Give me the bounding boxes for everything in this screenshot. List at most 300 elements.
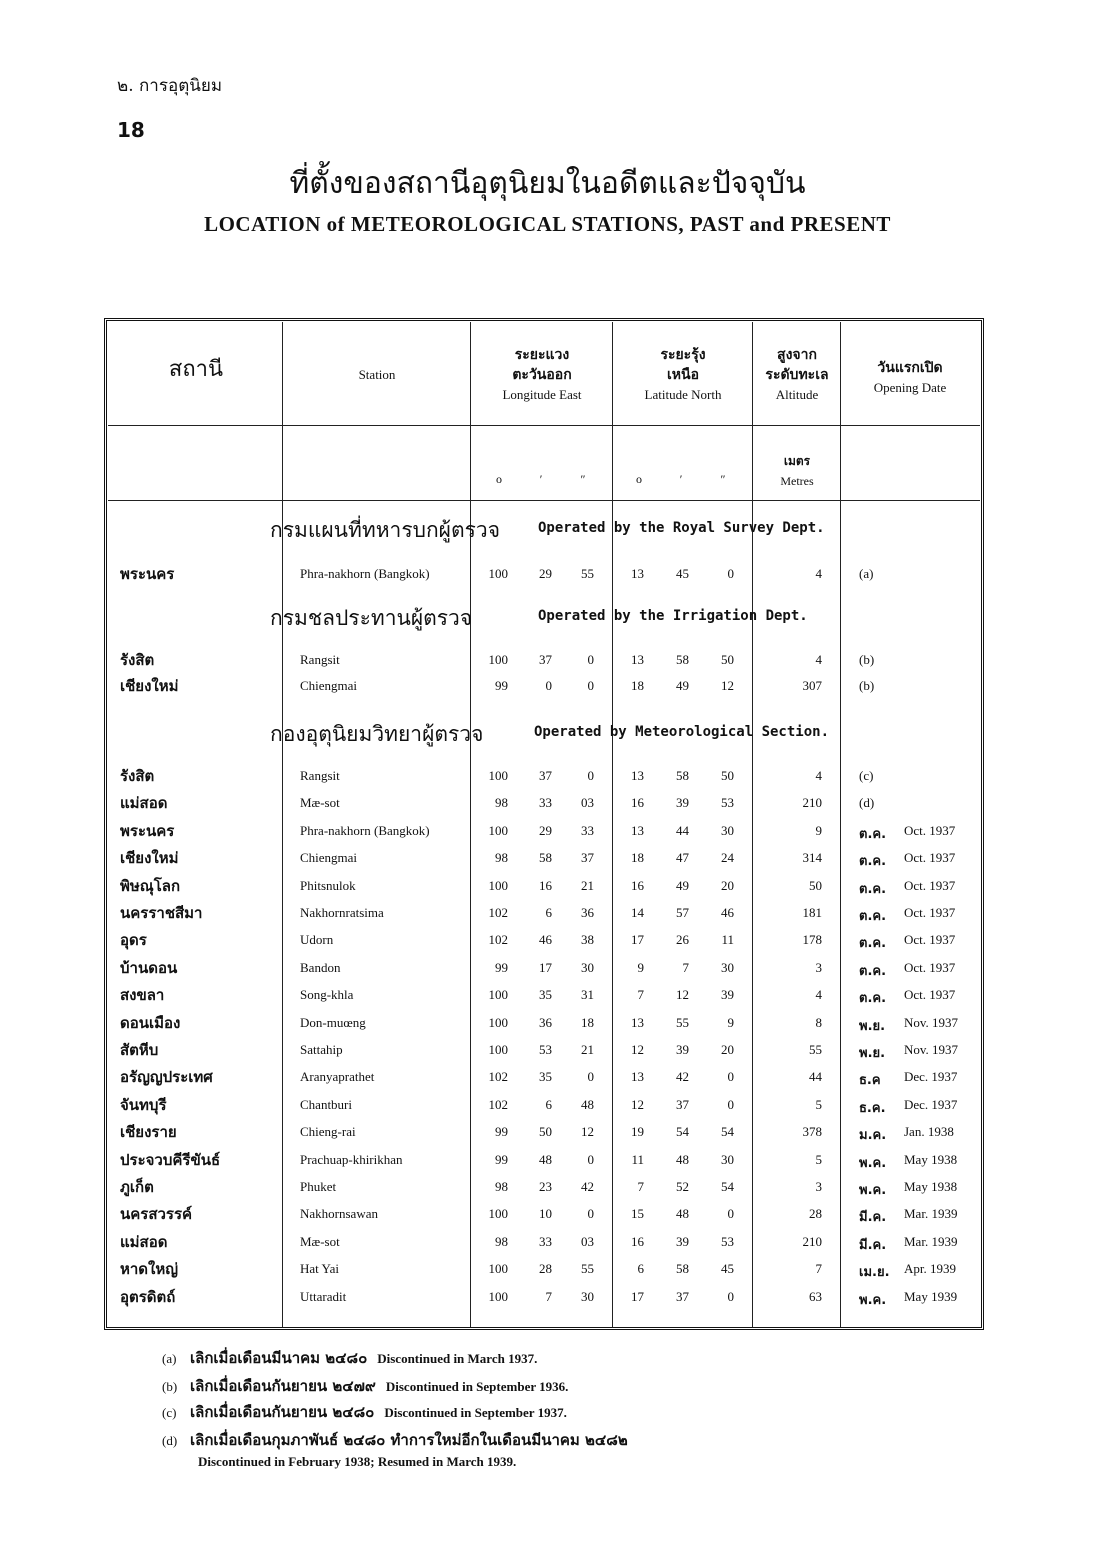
lon-sec: 48 (581, 1096, 594, 1112)
altitude: 181 (802, 905, 822, 920)
station-name: Chiengmai (300, 850, 358, 866)
altitude: 28 (809, 1206, 822, 1222)
lat-min: 49 (676, 877, 689, 893)
lon-deg: 102 (488, 1069, 508, 1085)
table-row (108, 764, 980, 790)
lon-sec: 0 (587, 768, 594, 783)
station-name: Aranyaprathet (300, 1069, 375, 1085)
station-name: Rangsit (300, 652, 340, 667)
lon-min: 50 (539, 1124, 552, 1140)
unit-metres-thai: เมตร (783, 454, 811, 468)
station-thai: จันทบุรี (120, 1095, 167, 1114)
station-thai: แม่สอด (120, 794, 168, 813)
lon-min: 29 (539, 566, 552, 581)
lat-deg: 12 (631, 1042, 644, 1057)
lat-sec: 54 (721, 1124, 734, 1140)
lat-deg: 16 (631, 1233, 644, 1249)
lon-deg: 100 (488, 566, 508, 581)
lon-deg: 102 (488, 932, 508, 948)
opening-month-thai: ต.ค. (859, 881, 887, 897)
lat-sec: 45 (721, 1261, 734, 1277)
table-row (108, 1285, 980, 1311)
opening-month-thai: ต.ค. (859, 909, 887, 924)
lat-sec: 24 (721, 850, 734, 866)
opening-date: Dec. 1937 (904, 1096, 958, 1112)
table-row (108, 1175, 980, 1201)
station-name: Chiengmai (300, 678, 358, 693)
lat-sec: 39 (721, 987, 734, 1003)
opening-date: May 1938 (904, 1151, 958, 1167)
station-name: Phitsnulok (300, 877, 356, 893)
lat-min: 7 (682, 959, 689, 975)
station-thai: นครสวรรค์ (120, 1205, 193, 1224)
lon-sec: 33 (581, 822, 594, 838)
lat-deg: 6 (637, 1261, 644, 1277)
altitude: 44 (809, 1069, 822, 1085)
table-row (108, 1257, 980, 1283)
unit-lon-deg: o (496, 472, 502, 486)
station-name: Uttaradit (300, 1288, 347, 1304)
lon-deg: 99 (495, 1151, 508, 1167)
lon-deg: 100 (488, 987, 508, 1003)
unit-lat-sec: ″ (720, 472, 726, 486)
station-name: Chieng-rai (300, 1124, 356, 1140)
table-row (108, 874, 980, 900)
table-row (108, 1093, 980, 1119)
lat-sec: 9 (727, 1014, 734, 1030)
opening-month-thai: ธ.ค (859, 1073, 881, 1089)
altitude: 50 (809, 877, 822, 893)
opening-month-thai: เม.ย. (859, 1265, 890, 1281)
lat-deg: 19 (631, 1124, 644, 1140)
station-name: Chantburi (300, 1096, 352, 1112)
station-name: Hat Yai (300, 1261, 340, 1277)
footnote-thai: เลิกเมื่อเดือนกุมภาพันธ์ ๒๔๘๐ ทำการใหม่อีกในเดือนมีนาคม ๒๔๘๒ (190, 1431, 628, 1449)
longitude-en-heading: Longitude East (502, 387, 582, 402)
lon-sec: 03 (581, 795, 594, 811)
lon-min: 35 (539, 987, 552, 1003)
lon-deg: 98 (495, 1179, 508, 1194)
lat-min: 12 (676, 987, 689, 1003)
lon-sec: 55 (581, 1261, 594, 1277)
lat-deg: 14 (631, 905, 644, 920)
lon-min: 7 (545, 1288, 552, 1304)
altitude: 3 (815, 1179, 822, 1194)
lat-sec: 12 (721, 678, 734, 693)
lon-sec: 31 (581, 987, 594, 1003)
station-thai: หาดใหญ่ (120, 1260, 179, 1279)
station-thai: แม่สอด (120, 1232, 168, 1251)
section-heading-english: Operated by the Royal Survey Dept. (538, 520, 825, 536)
lat-sec: 50 (721, 652, 734, 667)
station-en-heading: Station (358, 367, 396, 382)
lon-min: 23 (539, 1179, 552, 1194)
station-thai: รังสิต (120, 767, 155, 785)
lat-deg: 9 (637, 959, 644, 975)
station-name: Phra-nakhorn (Bangkok) (300, 566, 430, 581)
altitude: 3 (815, 959, 822, 975)
unit-metres: Metres (780, 474, 814, 488)
station-name: Prachuap-khirikhan (300, 1151, 403, 1167)
altitude: 7 (815, 1261, 822, 1277)
altitude-th-line1: สูงจาก (777, 347, 817, 363)
lon-deg: 102 (488, 905, 508, 920)
lat-deg: 13 (631, 1014, 644, 1030)
lat-deg: 18 (631, 850, 644, 866)
table-row (108, 791, 980, 817)
section-meteorological (270, 718, 970, 758)
lat-min: 54 (676, 1124, 689, 1140)
opening-month-thai: พ.ย. (859, 1018, 886, 1034)
opening-date: Dec. 1937 (904, 1069, 958, 1085)
lon-sec: 36 (581, 905, 594, 920)
lon-sec: 37 (581, 850, 594, 866)
station-name: Phra-nakhorn (Bangkok) (300, 822, 430, 838)
lat-min: 26 (676, 932, 689, 948)
lat-deg: 18 (631, 678, 644, 693)
footnote-b (162, 1374, 568, 1398)
altitude: 4 (815, 652, 822, 667)
lon-sec: 42 (581, 1179, 594, 1194)
station-name: Sattahip (300, 1042, 343, 1057)
footnote-ref: (d) (859, 795, 875, 811)
lat-min: 58 (676, 768, 689, 783)
lon-sec: 18 (581, 1014, 594, 1030)
lon-deg: 100 (488, 1014, 508, 1030)
opening-date: Oct. 1937 (904, 932, 956, 948)
footnote-ref: (b) (859, 652, 875, 667)
lat-deg: 13 (631, 768, 644, 783)
station-name: Song-khla (300, 987, 354, 1003)
lat-deg: 13 (631, 1069, 644, 1085)
col-altitude (754, 345, 840, 405)
section-heading-thai: กรมชลประทานผู้ตรวจ (270, 606, 473, 630)
lon-min: 6 (545, 1096, 552, 1112)
lat-min: 58 (676, 1261, 689, 1277)
lat-sec: 50 (721, 768, 734, 783)
col-station-thai (110, 357, 282, 382)
lat-sec: 0 (727, 1069, 734, 1085)
lon-deg: 100 (488, 1261, 508, 1277)
table-row (108, 1148, 980, 1174)
opening-date: Oct. 1937 (904, 905, 956, 920)
lat-min: 48 (676, 1206, 689, 1222)
opening-month-thai: พ.ค. (859, 1183, 887, 1198)
lon-deg: 102 (488, 1096, 508, 1112)
header-rule (108, 425, 980, 426)
station-name: Bandon (300, 959, 341, 975)
altitude: 307 (802, 678, 822, 693)
lon-sec: 21 (581, 877, 594, 893)
station-thai: พระนคร (120, 565, 175, 583)
lat-sec: 0 (727, 1206, 734, 1222)
footnote-d (162, 1428, 638, 1452)
table-row (108, 674, 980, 700)
lat-min: 52 (676, 1179, 689, 1194)
altitude: 5 (815, 1151, 822, 1167)
table-row (108, 1065, 980, 1091)
altitude: 63 (809, 1288, 822, 1304)
footnote-label: (a) (162, 1351, 177, 1366)
altitude: 5 (815, 1096, 822, 1112)
lon-sec: 0 (587, 1151, 594, 1167)
lat-deg: 11 (631, 1151, 644, 1167)
lon-deg: 100 (488, 877, 508, 893)
lon-deg: 98 (495, 1233, 508, 1249)
station-thai: สัตหีบ (120, 1041, 159, 1059)
table-row (108, 1038, 980, 1064)
lat-sec: 0 (727, 1096, 734, 1112)
col-station (284, 365, 470, 385)
section-heading-thai: กองอุตุนิยมวิทยาผู้ตรวจ (270, 722, 484, 746)
longitude-th-line2: ตะวันออก (512, 367, 572, 383)
station-th-heading: สถานี (168, 357, 224, 382)
lat-sec: 54 (721, 1179, 734, 1194)
opening-date: Oct. 1937 (904, 822, 956, 838)
unit-lon-sec: ″ (580, 472, 586, 486)
lat-min: 45 (676, 566, 689, 581)
station-name: Phuket (300, 1179, 337, 1194)
lat-deg: 16 (631, 877, 644, 893)
altitude: 210 (802, 1233, 822, 1249)
footnote-a (162, 1346, 537, 1370)
opening-month-thai: พ.ย. (859, 1046, 886, 1061)
station-thai: อุดร (120, 931, 147, 950)
opening-date: Jan. 1938 (904, 1124, 954, 1140)
lat-min: 44 (676, 822, 689, 838)
station-thai: ดอนเมือง (120, 1013, 181, 1032)
lat-sec: 20 (721, 877, 734, 893)
station-thai: รังสิต (120, 651, 155, 669)
table-row (108, 1011, 980, 1037)
lon-min: 28 (539, 1261, 552, 1277)
unit-lon-min: ′ (539, 472, 543, 486)
page-title-thai: ที่ตั้งของสถานีอุตุนิยมในอดีตและปัจจุบัน (289, 166, 806, 201)
lat-deg: 13 (631, 652, 644, 667)
opening-month-thai: ต.ค. (859, 991, 887, 1007)
lat-deg: 13 (631, 566, 644, 581)
footnote-ref: (b) (859, 678, 875, 693)
section-heading-thai: กรมแผนที่ทหารบกผู้ตรวจ (270, 518, 500, 542)
lon-min: 46 (539, 932, 552, 948)
latitude-en-heading: Latitude North (644, 387, 722, 402)
unit-lat-min: ′ (679, 472, 683, 486)
footnote-label: (c) (162, 1405, 177, 1420)
altitude-en-heading: Altitude (775, 387, 819, 402)
opening-date: Mar. 1939 (904, 1233, 958, 1249)
lat-deg: 17 (631, 932, 644, 948)
lat-sec: 30 (721, 959, 734, 975)
lon-deg: 99 (495, 678, 508, 693)
lon-min: 37 (539, 652, 552, 667)
altitude: 210 (802, 795, 822, 811)
table-row (108, 562, 980, 588)
altitude: 178 (802, 932, 822, 948)
footnote-ref: (c) (859, 768, 874, 783)
opening-month-thai: พ.ค. (859, 1292, 887, 1308)
lon-min: 16 (539, 877, 552, 893)
lat-deg: 15 (631, 1206, 644, 1222)
opening-th-heading: วันแรกเปิด (877, 360, 943, 376)
lon-deg: 98 (495, 850, 508, 866)
lon-sec: 0 (587, 1206, 594, 1222)
lon-min: 29 (539, 822, 552, 838)
lon-sec: 0 (587, 652, 594, 667)
lon-min: 37 (539, 768, 552, 783)
lat-min: 48 (676, 1151, 689, 1167)
footnote-english: Discontinued in February 1938; Resumed in March 1939. (198, 1454, 517, 1469)
opening-month-thai: ธ.ค. (859, 1100, 886, 1116)
station-name: Udorn (300, 932, 334, 948)
station-name: Nakhornratsima (300, 905, 384, 920)
lon-sec: 30 (581, 1288, 594, 1304)
opening-date: Apr. 1939 (904, 1261, 956, 1277)
section-royal-survey (270, 514, 970, 554)
lon-min: 0 (545, 678, 552, 693)
station-thai: สงขลา (120, 986, 165, 1005)
opening-en-heading: Opening Date (873, 380, 947, 395)
table-row (108, 648, 980, 674)
col-longitude (472, 345, 612, 405)
table-row (108, 819, 980, 845)
lon-deg: 100 (488, 1288, 508, 1304)
station-thai: ประจวบคีรีขันธ์ (120, 1150, 221, 1169)
opening-month-thai: มี.ค. (859, 1237, 887, 1253)
lat-sec: 0 (727, 566, 734, 581)
altitude: 8 (815, 1014, 822, 1030)
opening-date: Oct. 1937 (904, 850, 956, 866)
lat-deg: 13 (631, 822, 644, 838)
lat-sec: 46 (721, 905, 734, 920)
lat-deg: 7 (637, 1179, 644, 1194)
page-title-english: LOCATION of METEOROLOGICAL STATIONS, PAST and PRESENT (204, 212, 891, 236)
footnote-c (162, 1400, 567, 1424)
footnote-thai: เลิกเมื่อเดือนมีนาคม ๒๔๘๐ (190, 1349, 368, 1367)
lon-min: 17 (539, 959, 552, 975)
lon-sec: 38 (581, 932, 594, 948)
table-row (108, 983, 980, 1009)
lon-sec: 03 (581, 1233, 594, 1249)
footnote-label: (b) (162, 1379, 178, 1394)
lat-min: 55 (676, 1014, 689, 1030)
lon-min: 6 (545, 905, 552, 920)
footnote-english: Discontinued in September 1936. (385, 1379, 569, 1394)
table-row (108, 1230, 980, 1256)
altitude: 55 (809, 1042, 822, 1057)
station-name: Don-muœng (300, 1014, 366, 1030)
station-thai: บ้านดอน (120, 958, 178, 977)
opening-date: Oct. 1937 (904, 987, 956, 1003)
opening-date: Oct. 1937 (904, 959, 956, 975)
opening-date: Oct. 1937 (904, 877, 956, 893)
opening-month-thai: ม.ค. (859, 1128, 887, 1144)
opening-date: Nov. 1937 (904, 1014, 959, 1030)
station-thai: พระนคร (120, 821, 175, 840)
lat-min: 39 (676, 795, 689, 811)
table-row (108, 1120, 980, 1146)
lat-min: 39 (676, 1042, 689, 1057)
station-thai: เชียงราย (120, 1123, 177, 1142)
lat-sec: 53 (721, 1233, 734, 1249)
lon-min: 36 (539, 1014, 552, 1030)
unit-lat-deg: o (636, 472, 642, 486)
station-thai: พิษณุโลก (120, 876, 181, 895)
lon-sec: 30 (581, 959, 594, 975)
longitude-th-line1: ระยะแวง (514, 347, 570, 363)
station-name: Mæ-sot (300, 795, 340, 811)
lon-min: 10 (539, 1206, 552, 1222)
lon-deg: 98 (495, 795, 508, 811)
lat-min: 37 (676, 1096, 689, 1112)
lon-deg: 100 (488, 652, 508, 667)
lon-deg: 100 (488, 1042, 508, 1057)
station-thai: เชียงใหม่ (120, 849, 179, 868)
lat-min: 47 (676, 850, 689, 866)
station-name: Rangsit (300, 768, 340, 783)
lon-min: 58 (539, 850, 552, 866)
opening-month-thai: ต.ค. (859, 854, 887, 870)
latitude-th-line1: ระยะรุ้ง (660, 347, 706, 363)
lon-min: 33 (539, 1233, 552, 1249)
opening-month-thai: ต.ค. (859, 963, 887, 979)
lon-min: 33 (539, 795, 552, 811)
station-thai: ภูเก็ต (120, 1178, 154, 1196)
footnote-english: Discontinued in September 1937. (384, 1405, 567, 1420)
footnote-thai: เลิกเมื่อเดือนกันยายน ๒๔๗๙ (190, 1377, 376, 1395)
altitude: 378 (802, 1124, 822, 1140)
lat-deg: 17 (631, 1288, 644, 1304)
station-thai: นครราชสีมา (120, 904, 203, 922)
footnote-d-english (198, 1454, 516, 1470)
running-header: ๒. การอุตุนิยม (117, 76, 223, 96)
opening-month-thai: ต.ค. (859, 826, 887, 842)
opening-month-thai: มี.ค. (859, 1210, 887, 1226)
lon-sec: 0 (587, 678, 594, 693)
section-irrigation (270, 602, 970, 642)
lat-min: 49 (676, 678, 689, 693)
lon-sec: 55 (581, 566, 594, 581)
lat-sec: 0 (727, 1288, 734, 1304)
station-thai: อุตรดิตถ์ (120, 1287, 176, 1306)
altitude: 314 (802, 850, 822, 866)
footnote-english: Discontinued in March 1937. (377, 1351, 538, 1366)
lon-min: 48 (539, 1151, 552, 1167)
station-thai: อรัญญประเทศ (120, 1068, 213, 1087)
section-heading-english: Operated by the Irrigation Dept. (538, 608, 808, 624)
col-opening-date (842, 358, 978, 398)
lat-sec: 11 (721, 932, 734, 948)
lon-min: 35 (539, 1069, 552, 1085)
lat-min: 37 (676, 1288, 689, 1304)
latitude-th-line2: เหนือ (667, 367, 699, 383)
altitude-th-line2: ระดับทะเล (765, 367, 829, 383)
lat-deg: 7 (637, 987, 644, 1003)
page-number: 18 (117, 118, 145, 142)
table-row (108, 846, 980, 872)
lat-deg: 12 (631, 1096, 644, 1112)
footnote-thai: เลิกเมื่อเดือนกันยายน ๒๔๘๐ (190, 1403, 375, 1421)
section-heading-english: Operated by Meteorological Section. (534, 724, 830, 740)
station-thai: เชียงใหม่ (120, 677, 179, 695)
opening-date: May 1938 (904, 1179, 958, 1194)
lat-deg: 16 (631, 795, 644, 811)
lon-sec: 0 (587, 1069, 594, 1085)
units-rule (108, 500, 980, 501)
lat-sec: 20 (721, 1042, 734, 1057)
table-row (108, 956, 980, 982)
lon-deg: 99 (495, 1124, 508, 1140)
lon-sec: 12 (581, 1124, 594, 1140)
